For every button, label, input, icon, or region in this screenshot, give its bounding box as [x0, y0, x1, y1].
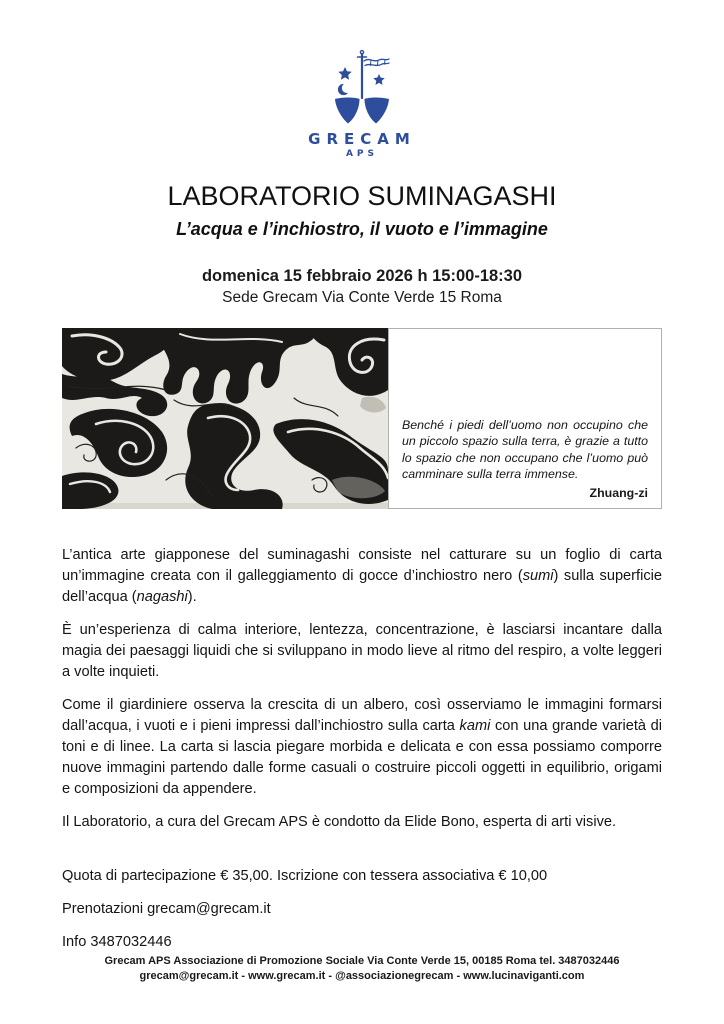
- fee-line: Quota di partecipazione € 35,00. Iscrizione con tessera associativa € 10,00: [62, 868, 548, 884]
- logo: [0, 0, 724, 159]
- paragraph-1-text: ) sulla superficie dell’acqua (: [62, 568, 662, 605]
- booking-line: Prenotazioni grecam@grecam.it: [62, 901, 271, 917]
- fee-block: [62, 866, 662, 953]
- boat-logo-icon: [322, 48, 402, 128]
- suminagashi-marbled-image: [62, 328, 388, 509]
- paragraph-3-text: Come il giardiniere osserva la crescita di un albero, così osserviamo le immagini formarsi dall’acqua, i vuoti e i pieni impressi dall’inchiostro sulla carta: [62, 697, 662, 734]
- page-subtitle: L’acqua e l’inchiostro, il vuoto e l’immagine: [176, 219, 548, 239]
- org-subname: APS: [345, 149, 379, 159]
- event-venue: Sede Grecam Via Conte Verde 15 Roma: [222, 289, 502, 306]
- paragraph-3: [62, 695, 662, 800]
- paragraph-4: Il Laboratorio, a cura del Grecam APS è condotto da Elide Bono, esperta di arti visive.: [62, 814, 617, 830]
- quote-text: Benché i piedi dell’uomo non occupino che un piccolo spazio sulla terra, è grazie a tutto lo spazio che non occupano che l’uomo può camminare sulla terra immense.: [402, 417, 648, 482]
- event-date: domenica 15 febbraio 2026 h 15:00-18:30: [201, 267, 523, 285]
- paragraph-1-text: L’antica arte giapponese del suminagashi consiste nel catturare su un foglio di carta un’immagine creata con il galleggiamento di gocce d’inchiostro nero (: [62, 547, 662, 584]
- paragraph-3-text: con una grande varietà di toni e di linee. La carta si lascia piegare morbida e delicata e con essa possiamo comporre nuove immagini partendo dalle forme casuali o costruire piccoli oggetti in equilibrio, origami e composizioni da appendere.: [62, 718, 662, 797]
- footer-address-line: Grecam APS Associazione di Promozione Sociale Via Conte Verde 15, 00185 Roma tel. 3487032446: [104, 955, 620, 967]
- term-sumi: sumi: [522, 568, 554, 584]
- media-row: [62, 328, 662, 509]
- term-kami: kami: [459, 718, 491, 734]
- body-text: [62, 545, 662, 833]
- term-nagashi: nagashi: [136, 589, 188, 605]
- footer-contacts-line: grecam@grecam.it - www.grecam.it - @associazionegrecam - www.lucinaviganti.com: [139, 970, 585, 982]
- org-name: GRECAM: [308, 130, 416, 148]
- page-title: LABORATORIO SUMINAGASHI: [167, 181, 557, 211]
- info-line: Info 3487032446: [62, 934, 172, 950]
- paragraph-1-text: ).: [187, 589, 197, 605]
- footer: [0, 954, 724, 984]
- quote-attribution: Zhuang-zi: [589, 486, 648, 500]
- quote-box: [388, 328, 662, 509]
- paragraph-1: [62, 545, 662, 608]
- paragraph-2: È un’esperienza di calma interiore, lentezza, concentrazione, è lasciarsi incantare dalla magia dei paesaggi liquidi che si sviluppano in modo lieve al ritmo del respiro, a volte leggeri a volte inquieti.: [62, 622, 662, 680]
